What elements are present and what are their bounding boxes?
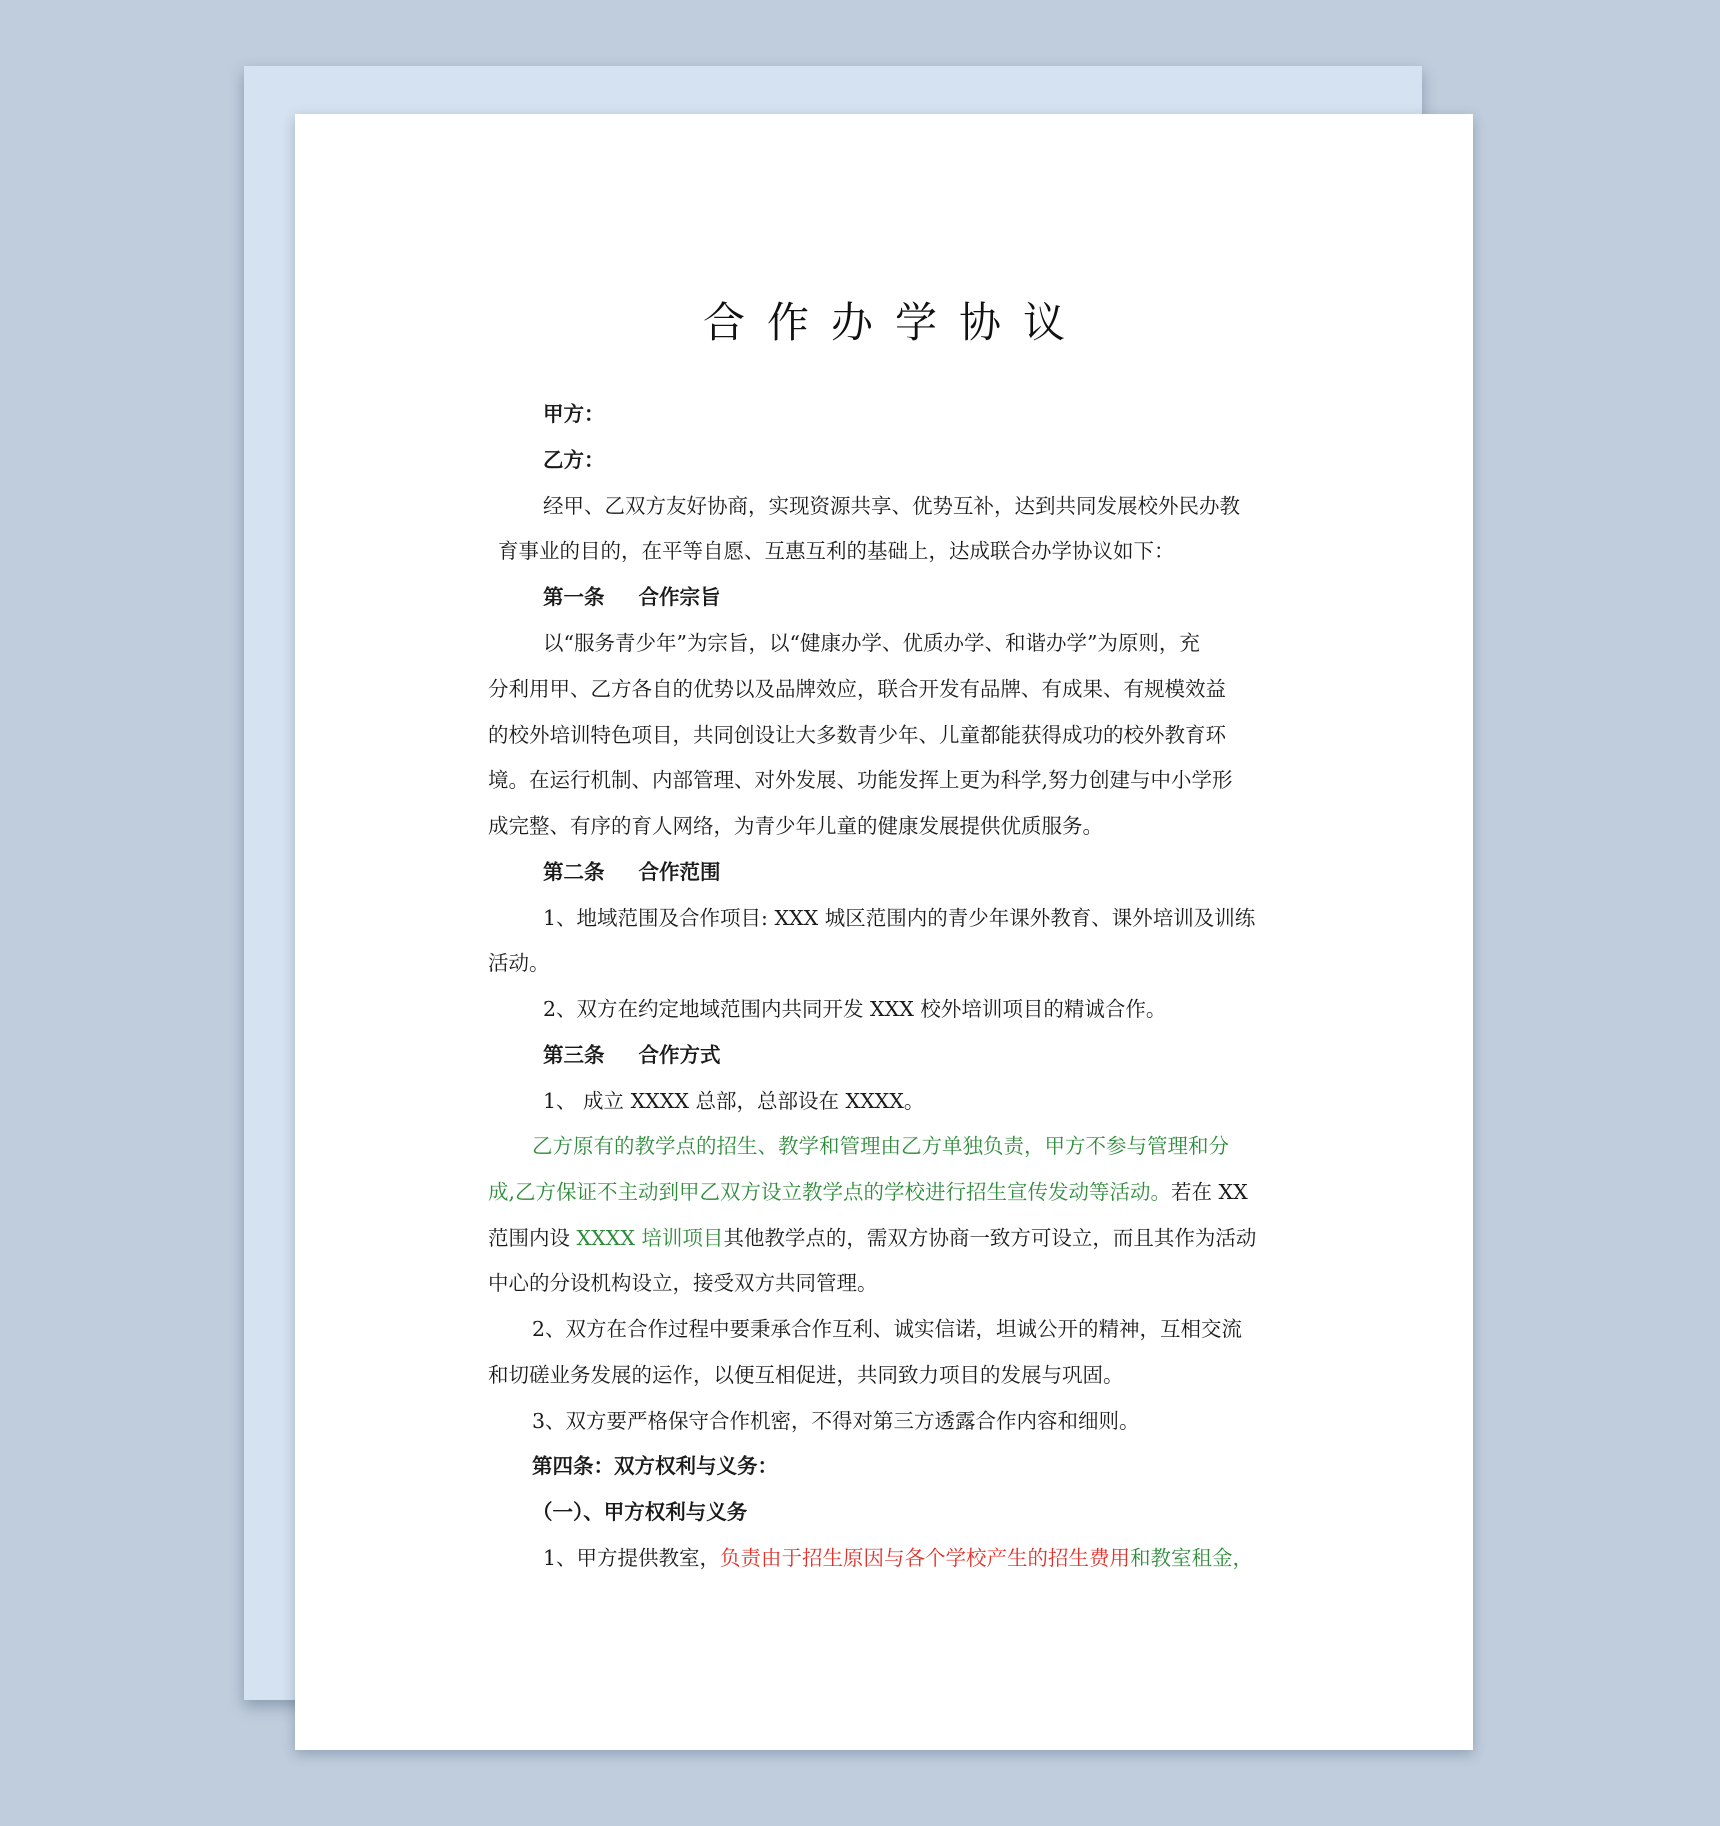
article-3-mixed-line <box>488 1228 1288 1249</box>
article-1-line: 分利用甲、乙方各自的优势以及品牌效应，联合开发有品牌、有成果、有规模效益 <box>488 677 1226 701</box>
article-3-item-1: 1、 成立 XXXX 总部，总部设在 XXXX。 <box>543 1089 925 1113</box>
article-3-green-text: XXXX 培训项目 <box>576 1226 724 1250</box>
article-3-green-line: 乙方原有的教学点的招生、教学和管理由乙方单独负责，甲方不参与管理和分 <box>532 1134 1229 1158</box>
article-title: 合作宗旨 <box>638 585 721 609</box>
article-3-line: 中心的分设机构设立，接受双方共同管理。 <box>488 1271 878 1295</box>
article-1-heading <box>543 587 1343 608</box>
article-3-item-2-line: 2、双方在合作过程中要秉承合作互利、诚实信诺，坦诚公开的精神，互相交流 <box>532 1317 1243 1341</box>
article-3-item-2-line: 和切磋业务发展的运作，以便互相促进，共同致力项目的发展与巩固。 <box>488 1363 1124 1387</box>
article-4-heading: 第四条：双方权利与义务： <box>532 1454 778 1478</box>
article-2-item-1-line: 1、地域范围及合作项目: XXX 城区范围内的青少年课外教育、课外培训及训练 <box>543 906 1256 930</box>
article-2-item-1-line: 活动。 <box>488 951 550 975</box>
article-3-text: 若在 XX <box>1171 1180 1248 1204</box>
article-1-line: 境。在运行机制、内部管理、对外发展、功能发挥上更为科学,努力创建与中小学形 <box>488 768 1233 792</box>
article-3-item-3: 3、双方要严格保守合作机密，不得对第三方透露合作内容和细则。 <box>532 1409 1140 1433</box>
article-4-subheading: （一）、甲方权利与义务 <box>532 1500 748 1524</box>
article-3-green-text: 成,乙方保证不主动到甲乙双方设立教学点的学校进行招生宣传发动等活动。 <box>488 1180 1172 1204</box>
intro-line: 育事业的目的，在平等自愿、互惠互利的基础上，达成联合办学协议如下： <box>498 539 1175 563</box>
article-4-green-text: 和教室租金， <box>1130 1546 1254 1570</box>
article-1-line: 成完整、有序的育人网络，为青少年儿童的健康发展提供优质服务。 <box>488 814 1103 838</box>
article-3-text: 范围内设 <box>488 1226 577 1250</box>
article-2-item-2: 2、双方在约定地域范围内共同开发 XXX 校外培训项目的精诚合作。 <box>543 997 1167 1021</box>
article-3-mixed-line <box>488 1182 1288 1203</box>
article-4-red-text: 负责由于招生原因与各个学校产生的招生费用 <box>720 1546 1131 1570</box>
article-3-text: 其他教学点的，需双方协商一致方可设立，而且其作为活动 <box>723 1226 1257 1250</box>
article-4-text: 1、甲方提供教室， <box>543 1546 721 1570</box>
article-1-line: 的校外培训特色项目，共同创设让大多数青少年、儿童都能获得成功的校外教育环 <box>488 723 1226 747</box>
article-4-item-1 <box>543 1548 1343 1569</box>
article-3-heading <box>543 1045 1343 1066</box>
article-title: 合作方式 <box>638 1043 721 1067</box>
document-title: 合作办学协议 <box>702 298 1087 347</box>
article-1-line: 以“服务青少年”为宗旨，以“健康办学、优质办学、和谐办学”为原则，充 <box>543 631 1200 655</box>
document-page <box>295 114 1473 1750</box>
article-title: 合作范围 <box>638 860 721 884</box>
party-b-label: 乙方： <box>543 448 605 472</box>
article-number: 第三条 <box>543 1043 605 1067</box>
article-number: 第二条 <box>543 860 605 884</box>
intro-line: 经甲、乙双方友好协商，实现资源共享、优势互补，达到共同发展校外民办教 <box>543 494 1240 518</box>
article-2-heading <box>543 862 1343 883</box>
article-number: 第一条 <box>543 585 605 609</box>
party-a-label: 甲方： <box>543 402 605 426</box>
